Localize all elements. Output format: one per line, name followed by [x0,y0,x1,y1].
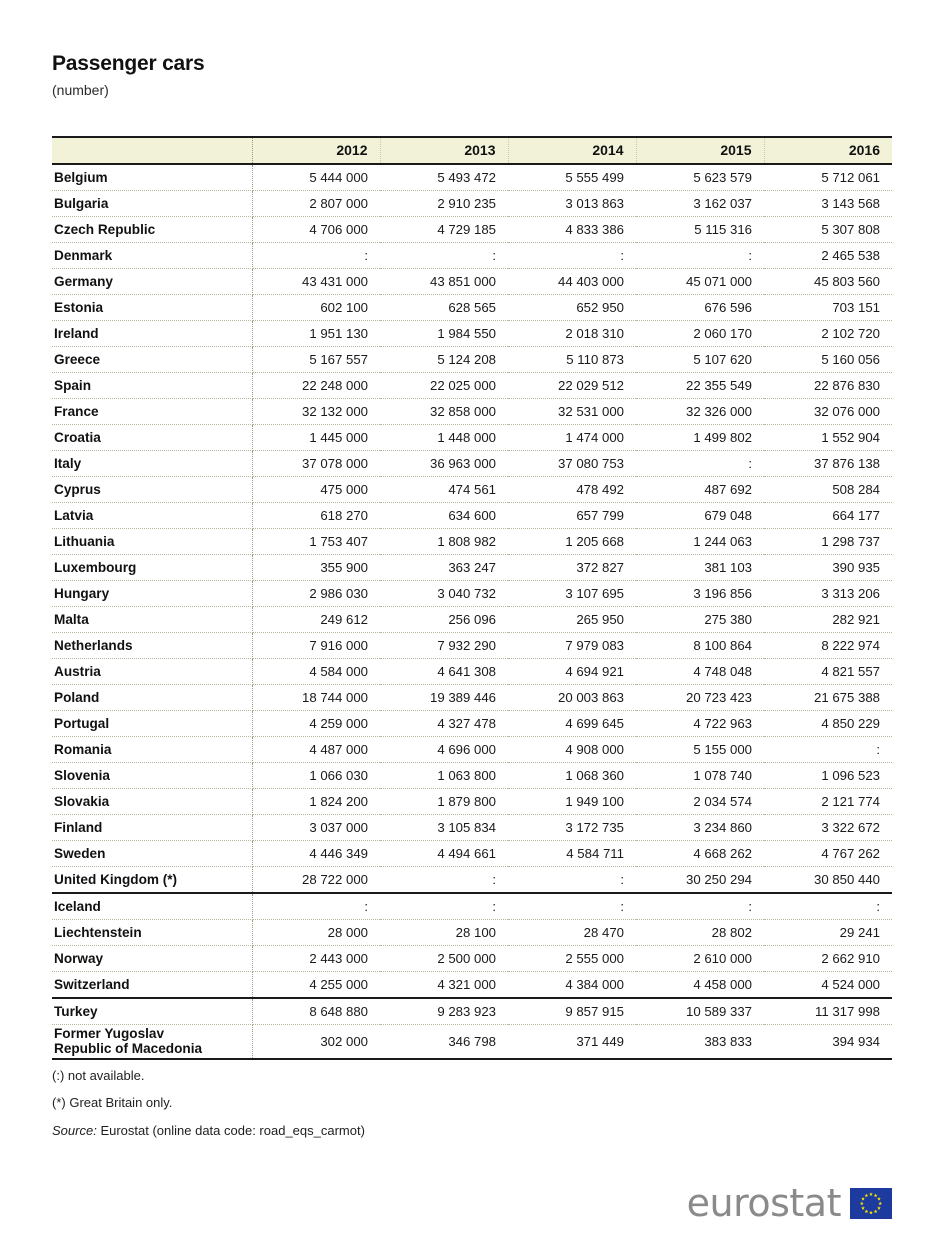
table-row [52,217,892,243]
table-row [52,893,892,920]
row-country-label: Austria [52,659,252,685]
table-row [52,425,892,451]
cell-value: 5 307 808 [764,217,892,243]
cell-value: 1 753 407 [252,529,380,555]
cell-value: 4 255 000 [252,972,380,999]
cell-value: 1 298 737 [764,529,892,555]
cell-value: 9 283 923 [380,998,508,1025]
cell-value: 1 474 000 [508,425,636,451]
cell-value: 1 096 523 [764,763,892,789]
table-row [52,841,892,867]
cell-value: 5 555 499 [508,164,636,191]
passenger-cars-table [52,136,892,1060]
column-header-2015: 2015 [636,137,764,164]
row-country-label: Latvia [52,503,252,529]
cell-value: 30 250 294 [636,867,764,894]
cell-value: 1 448 000 [380,425,508,451]
cell-value: 37 080 753 [508,451,636,477]
cell-value: 29 241 [764,920,892,946]
row-country-label: Former Yugoslav Republic of Macedonia [52,1025,252,1060]
footnote-great-britain: (*) Great Britain only. [52,1095,173,1111]
row-country-label: Romania [52,737,252,763]
cell-not-available: : [380,243,508,269]
source-label: Source: [52,1122,97,1138]
cell-value: 1 808 982 [380,529,508,555]
table-row [52,685,892,711]
table-row [52,451,892,477]
table-row [52,737,892,763]
cell-value: 2 034 574 [636,789,764,815]
cell-value: 4 722 963 [636,711,764,737]
cell-value: 32 858 000 [380,399,508,425]
table-row [52,269,892,295]
column-header-2013: 2013 [380,137,508,164]
cell-value: 249 612 [252,607,380,633]
row-country-label: Switzerland [52,972,252,999]
cell-value: 4 694 921 [508,659,636,685]
cell-value: 5 444 000 [252,164,380,191]
table-row [52,1025,892,1060]
cell-value: 1 879 800 [380,789,508,815]
cell-not-available: : [508,893,636,920]
cell-value: 383 833 [636,1025,764,1060]
cell-value: 634 600 [380,503,508,529]
cell-value: 1 205 668 [508,529,636,555]
row-country-label: Croatia [52,425,252,451]
cell-value: 4 908 000 [508,737,636,763]
cell-value: 4 767 262 [764,841,892,867]
cell-value: 8 100 864 [636,633,764,659]
row-country-label: Italy [52,451,252,477]
row-country-label: Denmark [52,243,252,269]
cell-value: 5 110 873 [508,347,636,373]
column-header-country [52,137,252,164]
cell-value: 4 584 711 [508,841,636,867]
row-country-label: United Kingdom (*) [52,867,252,894]
row-country-label: Bulgaria [52,191,252,217]
row-country-label: Greece [52,347,252,373]
cell-value: 2 443 000 [252,946,380,972]
cell-value: 1 078 740 [636,763,764,789]
cell-value: 4 641 308 [380,659,508,685]
row-country-label: Belgium [52,164,252,191]
table-row [52,946,892,972]
table-row [52,347,892,373]
table-row [52,711,892,737]
table-row [52,789,892,815]
cell-value: 32 132 000 [252,399,380,425]
cell-value: 3 013 863 [508,191,636,217]
cell-not-available: : [252,243,380,269]
page-title: Passenger cars [52,52,205,75]
cell-not-available: : [508,867,636,894]
cell-value: 652 950 [508,295,636,321]
table-row [52,373,892,399]
cell-value: 28 722 000 [252,867,380,894]
row-country-label: Lithuania [52,529,252,555]
cell-value: 1 951 130 [252,321,380,347]
cell-value: 628 565 [380,295,508,321]
row-country-label: Germany [52,269,252,295]
cell-value: 4 259 000 [252,711,380,737]
cell-value: 8 222 974 [764,633,892,659]
cell-value: 2 555 000 [508,946,636,972]
cell-not-available: : [380,867,508,894]
cell-value: 11 317 998 [764,998,892,1025]
cell-value: 2 121 774 [764,789,892,815]
cell-value: 363 247 [380,555,508,581]
footnote-not-available: (:) not available. [52,1068,145,1083]
cell-value: 4 446 349 [252,841,380,867]
cell-value: 22 248 000 [252,373,380,399]
cell-value: 5 124 208 [380,347,508,373]
cell-value: 30 850 440 [764,867,892,894]
cell-value: 5 115 316 [636,217,764,243]
cell-value: 355 900 [252,555,380,581]
cell-value: 7 979 083 [508,633,636,659]
cell-not-available: : [380,893,508,920]
table-row [52,972,892,999]
table-header [52,137,892,164]
row-country-label: Malta [52,607,252,633]
table-row [52,998,892,1025]
cell-value: 4 748 048 [636,659,764,685]
source-text: Eurostat (online data code: road_eqs_carmot) [100,1122,365,1138]
cell-value: 28 100 [380,920,508,946]
data-table-container [52,136,892,1060]
cell-value: 657 799 [508,503,636,529]
cell-value: 7 916 000 [252,633,380,659]
cell-value: 2 610 000 [636,946,764,972]
cell-value: 1 949 100 [508,789,636,815]
cell-value: 4 821 557 [764,659,892,685]
page-subtitle: (number) [52,82,109,99]
cell-value: 32 326 000 [636,399,764,425]
cell-value: 8 648 880 [252,998,380,1025]
row-country-label: Hungary [52,581,252,607]
row-country-label: Turkey [52,998,252,1025]
cell-value: 394 934 [764,1025,892,1060]
cell-value: 346 798 [380,1025,508,1060]
table-row [52,295,892,321]
cell-value: 43 431 000 [252,269,380,295]
cell-value: 22 876 830 [764,373,892,399]
row-country-label: Iceland [52,893,252,920]
table-row [52,164,892,191]
cell-value: 5 493 472 [380,164,508,191]
cell-value: 1 068 360 [508,763,636,789]
cell-not-available: : [764,893,892,920]
cell-not-available: : [636,451,764,477]
row-country-label: Estonia [52,295,252,321]
cell-value: 20 723 423 [636,685,764,711]
cell-value: 37 078 000 [252,451,380,477]
cell-value: 4 321 000 [380,972,508,999]
table-row [52,321,892,347]
cell-value: 3 313 206 [764,581,892,607]
cell-value: 5 107 620 [636,347,764,373]
cell-not-available: : [636,243,764,269]
cell-value: 32 076 000 [764,399,892,425]
table-row [52,581,892,607]
cell-value: 37 876 138 [764,451,892,477]
row-country-label: Norway [52,946,252,972]
row-country-label: France [52,399,252,425]
cell-value: 1 063 800 [380,763,508,789]
cell-value: 3 143 568 [764,191,892,217]
cell-value: 1 499 802 [636,425,764,451]
cell-value: 3 040 732 [380,581,508,607]
cell-value: 43 851 000 [380,269,508,295]
table-row [52,607,892,633]
cell-value: 679 048 [636,503,764,529]
cell-value: 4 729 185 [380,217,508,243]
cell-value: 22 025 000 [380,373,508,399]
cell-value: 381 103 [636,555,764,581]
cell-value: 36 963 000 [380,451,508,477]
cell-value: 703 151 [764,295,892,321]
row-country-label: Cyprus [52,477,252,503]
table-row [52,659,892,685]
row-country-label: Finland [52,815,252,841]
cell-value: 4 524 000 [764,972,892,999]
cell-value: 3 172 735 [508,815,636,841]
source-line [52,1123,752,1139]
eurostat-wordmark: eurostat [686,1181,841,1225]
cell-value: 3 107 695 [508,581,636,607]
cell-value: 45 071 000 [636,269,764,295]
cell-value: 4 487 000 [252,737,380,763]
cell-value: 18 744 000 [252,685,380,711]
cell-value: 10 589 337 [636,998,764,1025]
cell-value: 2 807 000 [252,191,380,217]
row-country-label: Slovakia [52,789,252,815]
cell-value: 618 270 [252,503,380,529]
footnotes [52,1068,752,1150]
cell-value: 20 003 863 [508,685,636,711]
cell-value: 3 105 834 [380,815,508,841]
title-block [52,52,652,99]
cell-value: 265 950 [508,607,636,633]
cell-not-available: : [636,893,764,920]
cell-value: 45 803 560 [764,269,892,295]
cell-value: 1 066 030 [252,763,380,789]
column-header-2014: 2014 [508,137,636,164]
row-country-label: Netherlands [52,633,252,659]
cell-value: 4 327 478 [380,711,508,737]
cell-value: 22 029 512 [508,373,636,399]
cell-value: 3 322 672 [764,815,892,841]
cell-value: 478 492 [508,477,636,503]
cell-value: 2 060 170 [636,321,764,347]
cell-value: 2 986 030 [252,581,380,607]
cell-value: 390 935 [764,555,892,581]
column-header-2016: 2016 [764,137,892,164]
row-country-label: Poland [52,685,252,711]
cell-value: 4 668 262 [636,841,764,867]
cell-value: 28 470 [508,920,636,946]
cell-value: 487 692 [636,477,764,503]
cell-value: 28 802 [636,920,764,946]
cell-value: 2 662 910 [764,946,892,972]
table-row [52,399,892,425]
cell-value: 1 824 200 [252,789,380,815]
cell-not-available: : [252,893,380,920]
cell-value: 7 932 290 [380,633,508,659]
cell-value: 1 552 904 [764,425,892,451]
cell-value: 5 623 579 [636,164,764,191]
cell-value: 3 234 860 [636,815,764,841]
cell-value: 4 384 000 [508,972,636,999]
cell-value: 4 458 000 [636,972,764,999]
cell-value: 28 000 [252,920,380,946]
eurostat-logo [686,1181,892,1225]
cell-value: 664 177 [764,503,892,529]
cell-value: 275 380 [636,607,764,633]
cell-value: 5 712 061 [764,164,892,191]
table-row [52,555,892,581]
table-row [52,477,892,503]
row-country-label: Liechtenstein [52,920,252,946]
cell-value: 282 921 [764,607,892,633]
eu-flag-icon [850,1188,892,1219]
row-country-label: Slovenia [52,763,252,789]
table-row [52,920,892,946]
cell-value: 2 465 538 [764,243,892,269]
table-row [52,503,892,529]
cell-value: 5 167 557 [252,347,380,373]
row-country-label: Czech Republic [52,217,252,243]
table-header-row [52,137,892,164]
cell-value: 21 675 388 [764,685,892,711]
cell-not-available: : [764,737,892,763]
table-row [52,529,892,555]
column-header-2012: 2012 [252,137,380,164]
table-row [52,191,892,217]
table-row [52,243,892,269]
cell-value: 19 389 446 [380,685,508,711]
table-row [52,815,892,841]
cell-value: 9 857 915 [508,998,636,1025]
cell-value: 4 699 645 [508,711,636,737]
cell-value: 4 850 229 [764,711,892,737]
cell-value: 3 196 856 [636,581,764,607]
cell-value: 475 000 [252,477,380,503]
cell-value: 372 827 [508,555,636,581]
row-country-label: Luxembourg [52,555,252,581]
cell-value: 3 162 037 [636,191,764,217]
cell-value: 302 000 [252,1025,380,1060]
cell-value: 3 037 000 [252,815,380,841]
cell-value: 32 531 000 [508,399,636,425]
table-row [52,633,892,659]
cell-value: 1 984 550 [380,321,508,347]
row-country-label: Portugal [52,711,252,737]
cell-value: 4 494 661 [380,841,508,867]
row-country-label: Sweden [52,841,252,867]
table-body [52,164,892,1059]
cell-value: 22 355 549 [636,373,764,399]
cell-value: 5 155 000 [636,737,764,763]
cell-value: 44 403 000 [508,269,636,295]
cell-value: 508 284 [764,477,892,503]
cell-value: 256 096 [380,607,508,633]
cell-value: 5 160 056 [764,347,892,373]
cell-value: 602 100 [252,295,380,321]
row-country-label: Spain [52,373,252,399]
cell-value: 4 833 386 [508,217,636,243]
cell-value: 371 449 [508,1025,636,1060]
cell-value: 1 445 000 [252,425,380,451]
cell-not-available: : [508,243,636,269]
cell-value: 4 706 000 [252,217,380,243]
cell-value: 2 500 000 [380,946,508,972]
table-row [52,867,892,894]
cell-value: 1 244 063 [636,529,764,555]
cell-value: 4 584 000 [252,659,380,685]
cell-value: 2 910 235 [380,191,508,217]
cell-value: 474 561 [380,477,508,503]
cell-value: 2 102 720 [764,321,892,347]
table-row [52,763,892,789]
cell-value: 2 018 310 [508,321,636,347]
row-country-label: Ireland [52,321,252,347]
cell-value: 676 596 [636,295,764,321]
cell-value: 4 696 000 [380,737,508,763]
